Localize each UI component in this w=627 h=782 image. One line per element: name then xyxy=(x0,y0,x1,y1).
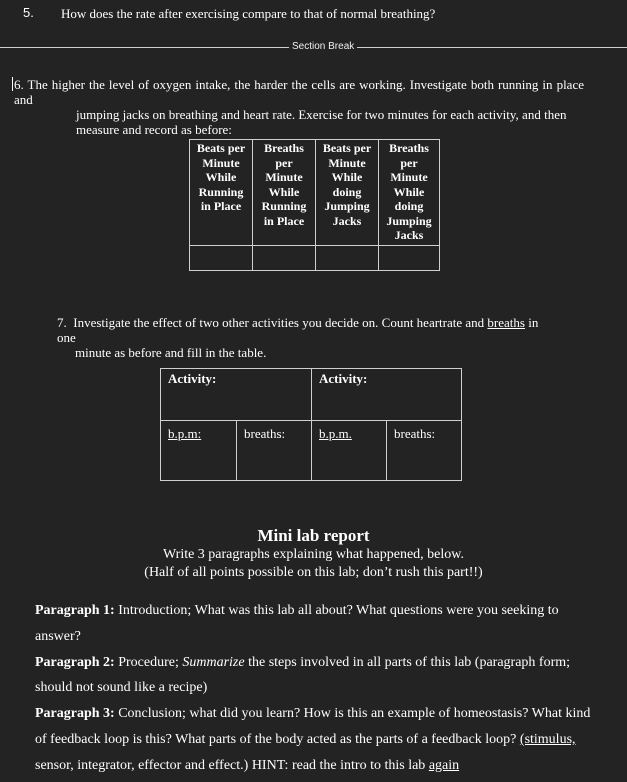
cell-beats-jumping[interactable] xyxy=(316,246,379,271)
section-break-label: Section Break xyxy=(289,41,357,52)
question-5-number: 5. xyxy=(23,5,34,20)
question-6-line-2: jumping jacks on breathing and heart rate. Exercise for two minutes for each activity, and then xyxy=(76,107,567,122)
question-6-line-3: measure and record as before: xyxy=(76,122,232,137)
header-beats-running: Beats per Minute While Running in Place xyxy=(190,140,253,246)
activity-2-label: Activity: xyxy=(312,369,462,421)
header-beats-jumping: Beats per Minute While doing Jumping Jacks xyxy=(316,140,379,246)
header-breaths-running: Breaths per Minute While Running in Place xyxy=(253,140,316,246)
paragraph-3: Paragraph 3: Conclusion; what did you learn? How is this an example of homeostasis? What kind of feedback loop is this? What parts of the body acted as the parts of a feedback loop? (stimulus, sensor, integrator, effector and effect.) HINT: read the intro to this lab again xyxy=(35,706,591,773)
activity-2-breaths[interactable]: breaths: xyxy=(387,421,462,481)
exercise-table xyxy=(189,139,440,271)
activity-1-breaths[interactable]: breaths: xyxy=(237,421,312,481)
header-breaths-jumping: Breaths per Minute While doing Jumping Jacks xyxy=(379,140,440,246)
activity-2-bpm[interactable]: b.p.m. xyxy=(312,421,387,481)
mini-lab-title: Mini lab report xyxy=(257,526,370,545)
question-6-line-1: 6. The higher the level of oxygen intake, the harder the cells are working. Investigate both running in place and xyxy=(14,77,584,107)
cell-breaths-jumping[interactable] xyxy=(379,246,440,271)
question-5-text: How does the rate after exercising compare to that of normal breathing? xyxy=(61,6,436,21)
mini-lab-instructions: Write 3 paragraphs explaining what happened, below. (Half of all points possible on this lab; don’t rush this part!!) xyxy=(144,547,483,580)
question-7-line-1: 7. Investigate the effect of two other activities you decide on. Count heartrate and breaths in one xyxy=(57,315,539,345)
paragraph-instructions xyxy=(35,598,595,779)
activities-table xyxy=(160,368,462,481)
question-7-line-2: minute as before and fill in the table. xyxy=(75,345,267,360)
activity-1-bpm[interactable]: b.p.m: xyxy=(161,421,237,481)
cell-beats-running[interactable] xyxy=(190,246,253,271)
question-7-text xyxy=(57,315,557,360)
paragraph-1: Paragraph 1: Introduction; What was this lab all about? What questions were you seeking to answer? xyxy=(35,603,559,644)
question-6-text xyxy=(14,77,584,137)
activity-1-label: Activity: xyxy=(161,369,312,421)
paragraph-2: Paragraph 2: Procedure; Summarize the steps involved in all parts of this lab (paragraph form; should not sound like a recipe) xyxy=(35,654,571,696)
cell-breaths-running[interactable] xyxy=(253,246,316,271)
text-cursor xyxy=(12,77,13,91)
